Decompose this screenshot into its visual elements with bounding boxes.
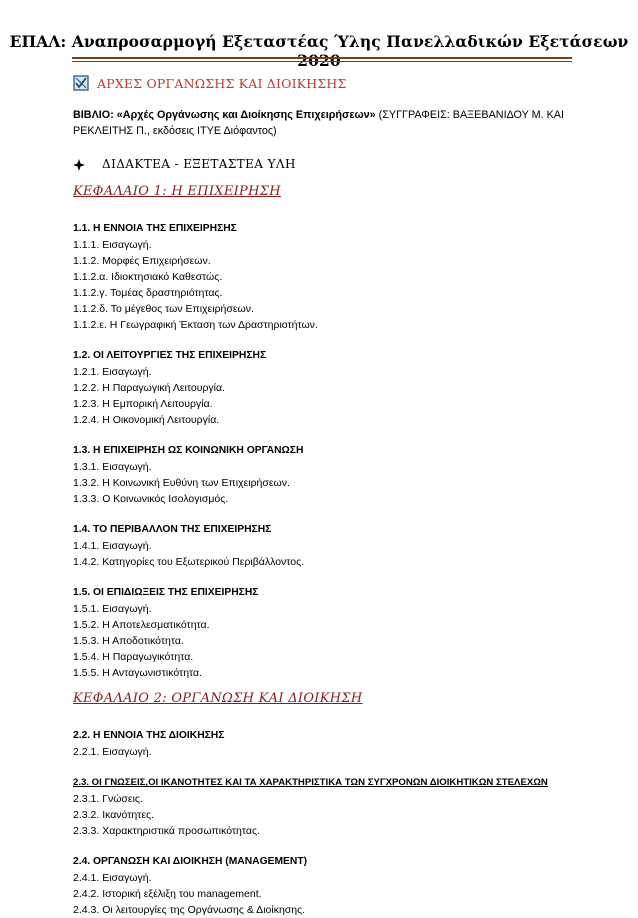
topic-item: 2.4.1. Εισαγωγή. bbox=[73, 872, 152, 884]
topic-item: 1.3.2. Η Κοινωνική Ευθύνη των Επιχειρήσεων. bbox=[73, 477, 290, 489]
topic-item: 1.1.2.δ. Το μέγεθος των Επιχειρήσεων. bbox=[73, 303, 254, 315]
topic-title: 2.2. Η ΕΝΝΟΙΑ ΤΗΣ ΔΙΟΙΚΗΣΗΣ bbox=[73, 730, 225, 741]
topic-title: 2.3. ΟΙ ΓΝΩΣΕΙΣ,ΟΙ ΙΚΑΝΟΤΗΤΕΣ ΚΑΙ ΤΑ ΧΑΡΑΚΤΗΡΙΣΤΙΚΑ ΤΩΝ ΣΥΓΧΡΟΝΩΝ ΔΙΟΙΚΗΤΙΚΩΝ ΣΤΕΛΕΧΩΝ bbox=[73, 777, 548, 788]
topic-item: 1.1.2.γ. Τομέας δραστηριότητας. bbox=[73, 287, 223, 299]
topic-item: 1.1.2.ε. Η Γεωγραφική Έκταση των Δραστηριοτήτων. bbox=[73, 319, 318, 331]
topic-item: 2.4.2. Ιστορική εξέλιξη του management. bbox=[73, 888, 262, 900]
topic-item: 1.5.3. Η Αποδοτικότητα. bbox=[73, 635, 184, 647]
book-authors: (ΣΥΓΓΡΑΦΕΙΣ: ΒΑΞΕΒΑΝΙΔΟΥ Μ. ΚΑΙ ΡΕΚΛΕΙΤΗΣ Π., εκδόσεις ΙΤΥΕ Διόφαντος) bbox=[73, 109, 565, 137]
topic-item: 1.2.2. Η Παραγωγική Λειτουργία. bbox=[73, 382, 225, 394]
topic-group bbox=[73, 221, 573, 333]
topic-item: 1.2.4. Η Οικονομική Λειτουργία. bbox=[73, 414, 220, 426]
topic-item: 2.3.1. Γνώσεις. bbox=[73, 793, 143, 805]
header-rule-thin bbox=[72, 61, 572, 62]
topic-item: 2.3.2. Ικανότητες. bbox=[73, 809, 155, 821]
chapter-title: ΚΕΦΑΛΑΙΟ 2: ΟΡΓΑΝΩΣΗ ΚΑΙ ΔΙΟΙΚΗΣΗ bbox=[73, 691, 363, 706]
topic-title: 1.3. Η ΕΠΙΧΕΙΡΗΣΗ ΩΣ ΚΟΙΝΩΝΙΚΗ ΟΡΓΑΝΩΣΗ bbox=[73, 445, 304, 456]
topic-item: 1.5.4. Η Παραγωγικότητα. bbox=[73, 651, 194, 663]
topic-title: 1.2. ΟΙ ΛΕΙΤΟΥΡΓΙΕΣ ΤΗΣ ΕΠΙΧΕΙΡΗΣΗΣ bbox=[73, 350, 267, 361]
section-label: ΔΙΔΑΚΤΕΑ - ΕΞΕΤΑΣΤΕΑ ΥΛΗ bbox=[102, 157, 296, 171]
topic-title: 1.1. Η ΕΝΝΟΙΑ ΤΗΣ ΕΠΙΧΕΙΡΗΣΗΣ bbox=[73, 223, 237, 234]
topic-item: 1.5.2. Η Αποτελεσματικότητα. bbox=[73, 619, 210, 631]
topic-group bbox=[73, 775, 573, 839]
chapters bbox=[73, 184, 573, 918]
topic-item: 2.3.3. Χαρακτηριστικά προσωπικότητας. bbox=[73, 825, 260, 837]
check-box-icon bbox=[73, 75, 89, 91]
book-info bbox=[73, 107, 573, 139]
topic-item: 1.4.1. Εισαγωγή. bbox=[73, 540, 152, 552]
topic-group bbox=[73, 443, 573, 507]
topic-item: 1.1.2.α. Ιδιοκτησιακό Καθεστώς. bbox=[73, 271, 223, 283]
topic-group bbox=[73, 728, 573, 760]
topic-title: 2.4. ΟΡΓΑΝΩΣΗ ΚΑΙ ΔΙΟΙΚΗΣΗ (MANAGEMENT) bbox=[73, 856, 308, 867]
topic-item: 1.3.3. Ο Κοινωνικός Ισολογισμός. bbox=[73, 493, 229, 505]
book-label: ΒΙΒΛΙΟ: bbox=[73, 109, 114, 121]
topic-group bbox=[73, 854, 573, 918]
header-rule bbox=[72, 57, 572, 59]
topic-group bbox=[73, 348, 573, 428]
topic-item: 1.2.3. Η Εμπορική Λειτουργία. bbox=[73, 398, 213, 410]
subject-heading bbox=[73, 72, 573, 94]
topic-group bbox=[73, 522, 573, 570]
topic-item: 1.5.1. Εισαγωγή. bbox=[73, 603, 152, 615]
topic-item: 2.2.1. Εισαγωγή. bbox=[73, 746, 152, 758]
content bbox=[73, 69, 573, 918]
chapter-title: ΚΕΦΑΛΑΙΟ 1: Η ΕΠΙΧΕΙΡΗΣΗ bbox=[73, 184, 281, 199]
subject-title: ΑΡΧΕΣ ΟΡΓΑΝΩΣΗΣ ΚΑΙ ΔΙΟΙΚΗΣΗΣ bbox=[97, 75, 347, 91]
topic-title: 1.4. ΤΟ ΠΕΡΙΒΑΛΛΟΝ ΤΗΣ ΕΠΙΧΕΙΡΗΣΗΣ bbox=[73, 524, 272, 535]
topic-group bbox=[73, 585, 573, 681]
diamond-bullet-icon bbox=[73, 158, 85, 170]
topic-item: 1.1.1. Εισαγωγή. bbox=[73, 239, 152, 251]
section-heading bbox=[73, 154, 573, 174]
topic-item: 1.3.1. Εισαγωγή. bbox=[73, 461, 152, 473]
topic-title: 1.5. ΟΙ ΕΠΙΔΙΩΞΕΙΣ ΤΗΣ ΕΠΙΧΕΙΡΗΣΗΣ bbox=[73, 587, 259, 598]
page-header-title: ΕΠΑΛ: Αναπροσαρμογή Εξεταστέας Ύλης Πανελλαδικών Εξετάσεων 2020 bbox=[9, 32, 629, 70]
topic-item: 1.4.2. Κατηγορίες του Εξωτερικού Περιβάλλοντος. bbox=[73, 556, 305, 568]
topic-item: 1.5.5. Η Ανταγωνιστικότητα. bbox=[73, 667, 203, 679]
topic-item: 1.2.1. Εισαγωγή. bbox=[73, 366, 152, 378]
book-title: «Αρχές Οργάνωσης και Διοίκησης Επιχειρήσεων» bbox=[116, 109, 376, 121]
topic-item: 1.1.2. Μορφές Επιχειρήσεων. bbox=[73, 255, 211, 267]
topic-item: 2.4.3. Οι λειτουργίες της Οργάνωσης & Διοίκησης. bbox=[73, 904, 306, 916]
